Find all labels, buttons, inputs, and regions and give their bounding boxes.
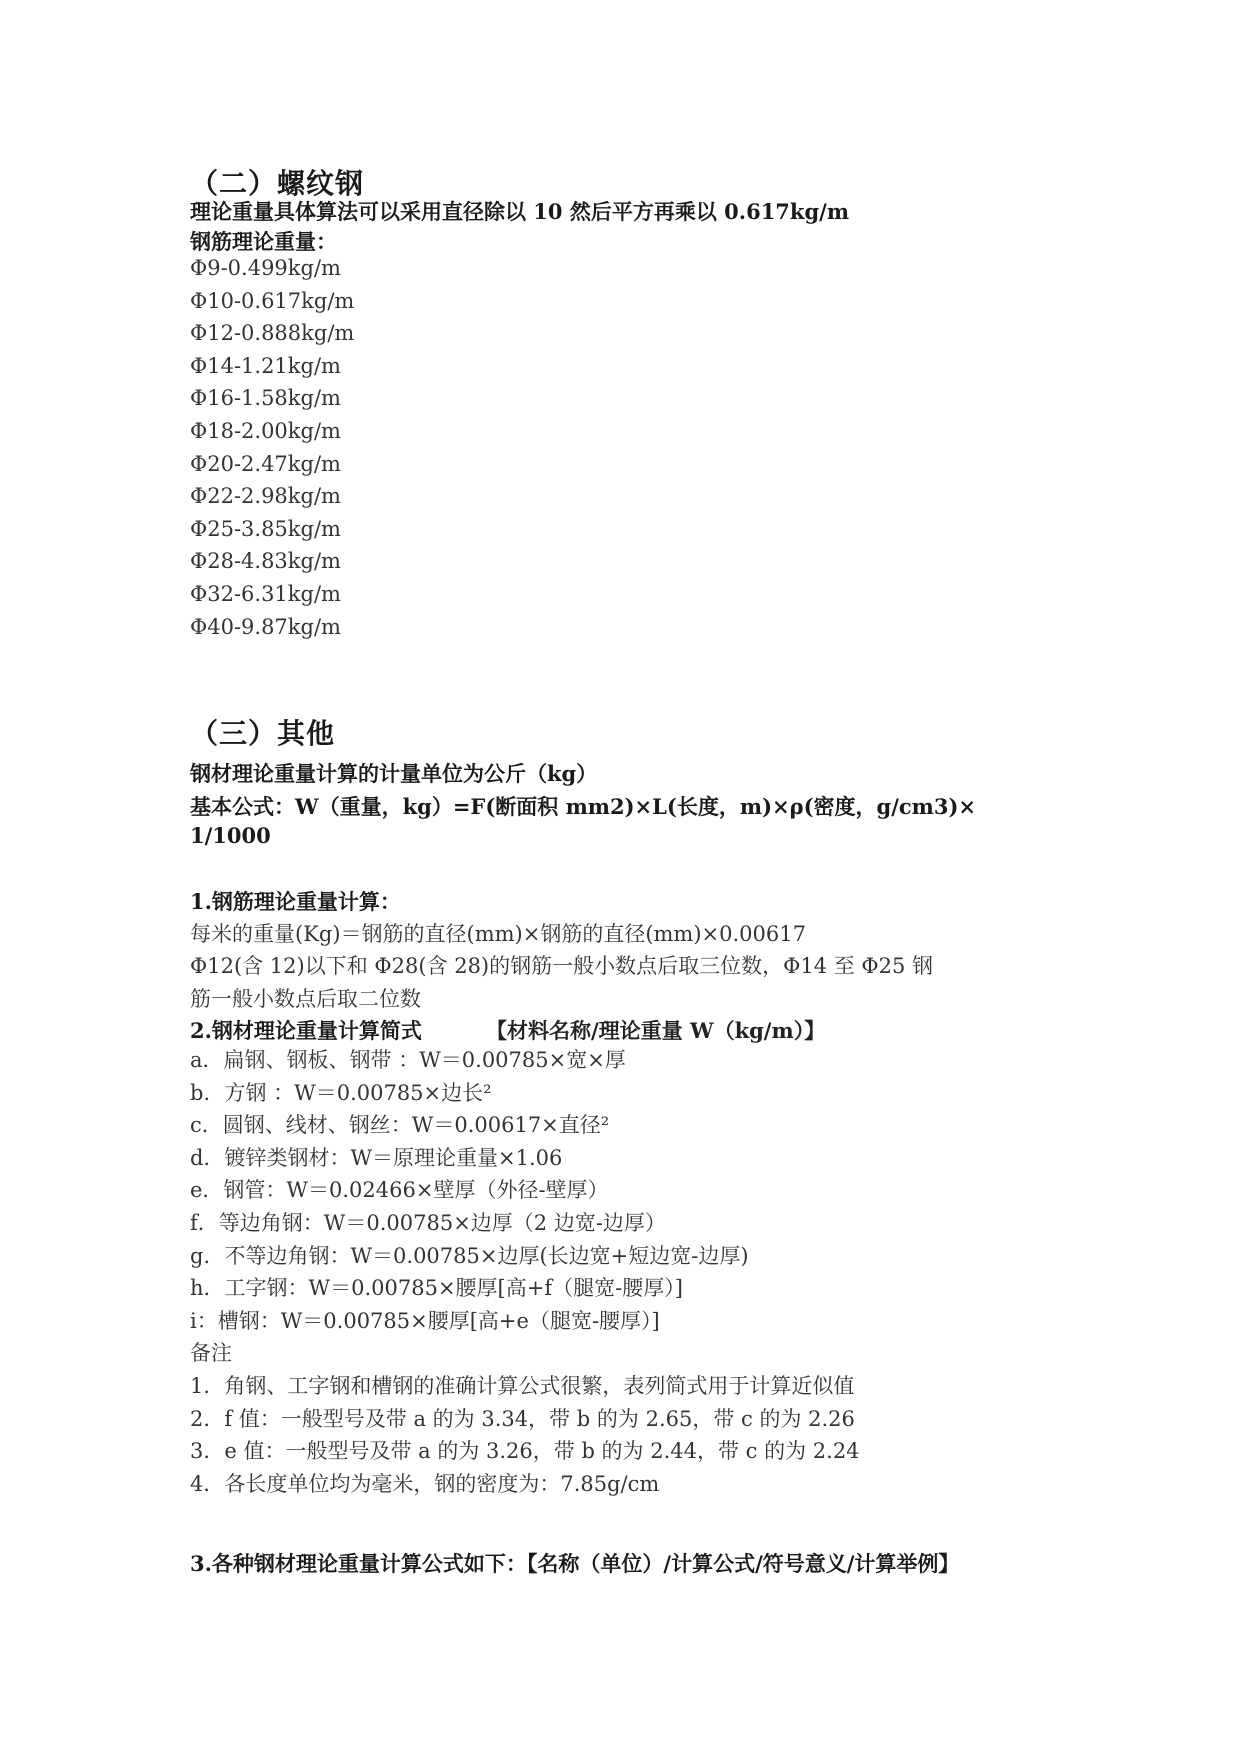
list-item: e．钢管：W＝0.02466×壁厚（外径-壁厚） — [190, 1178, 609, 1203]
list-item: f．等边角钢：W＝0.00785×边厚（2 边宽-边厚） — [190, 1210, 666, 1235]
rebar-formula-intro: 理论重量具体算法可以采用直径除以 10 然后平方再乘以 0.617kg/m — [190, 199, 850, 224]
list-item: Φ12-0.888kg/m — [190, 321, 355, 346]
item2-title: 2.钢材理论重量计算简式 — [190, 1018, 422, 1043]
item1-title: 1.钢筋理论重量计算： — [190, 889, 401, 914]
list-item: h．工字钢：W＝0.00785×腰厚[高+f（腿宽-腰厚）] — [190, 1276, 683, 1301]
unit-line: 钢材理论重量计算的计量单位为公斤（kg） — [190, 761, 598, 786]
list-item: 1．角钢、工字钢和槽钢的准确计算公式很繁，表列简式用于计算近似值 — [190, 1373, 855, 1398]
basic-formula-line2: 1/1000 — [190, 823, 271, 848]
list-item: g．不等边角钢：W＝0.00785×边厚(长边宽+短边宽-边厚) — [190, 1243, 749, 1268]
rebar-weights-list — [190, 252, 354, 643]
list-item: Φ28-4.83kg/m — [190, 549, 341, 574]
list-item: b．方钢 ：W＝0.00785×边长² — [190, 1080, 492, 1105]
section-heading-other: （三）其他 — [190, 717, 336, 750]
list-item: Φ40-9.87kg/m — [190, 614, 341, 639]
list-item: Φ25-3.85kg/m — [190, 516, 341, 541]
item1-line3: 筋一般小数点后取二位数 — [190, 987, 421, 1011]
formula-list — [190, 1044, 860, 1500]
list-item: Φ22-2.98kg/m — [190, 484, 341, 509]
list-item: d．镀锌类钢材：W＝原理论重量×1.06 — [190, 1145, 563, 1170]
list-item: Φ10-0.617kg/m — [190, 288, 355, 313]
list-item: Φ14-1.21kg/m — [190, 353, 341, 378]
item1-line1: 每米的重量(Kg)＝钢筋的直径(mm)×钢筋的直径(mm)×0.00617 — [190, 922, 806, 946]
list-item: 3．e 值：一般型号及带 a 的为 3.26，带 b 的为 2.44，带 c 的为 2.24 — [190, 1439, 860, 1464]
list-item: Φ20-2.47kg/m — [190, 451, 341, 476]
list-item: 2．f 值：一般型号及带 a 的为 3.34，带 b 的为 2.65，带 c 的为 2.26 — [190, 1406, 855, 1431]
list-item: c．圆钢、线材、钢丝：W＝0.00617×直径² — [190, 1113, 610, 1138]
list-item: i：槽钢：W＝0.00785×腰厚[高+e（腿宽-腰厚）] — [190, 1308, 660, 1333]
basic-formula-line1: 基本公式：W（重量，kg）=F(断面积 mm2)×L(长度，m)×ρ(密度，g/cm3)× — [190, 794, 977, 819]
list-item: Φ32-6.31kg/m — [190, 581, 341, 606]
item3-title: 3.各种钢材理论重量计算公式如下：【名称（单位）/计算公式/符号意义/计算举例】 — [190, 1551, 960, 1576]
list-item: a．扁钢、钢板、钢带 ：W＝0.00785×宽×厚 — [190, 1048, 626, 1072]
item1-line2: Φ12(含 12)以下和 Φ28(含 28)的钢筋一般小数点后取三位数，Φ14 至 Φ25 钢 — [190, 954, 934, 978]
list-item: Φ16-1.58kg/m — [190, 386, 341, 411]
list-item: Φ18-2.00kg/m — [190, 418, 341, 443]
item2-bracket: 【材料名称/理论重量 W（kg/m）】 — [486, 1018, 826, 1043]
list-item: 4．各长度单位均为毫米，钢的密度为：7.85g/cm — [190, 1471, 660, 1496]
list-item: Φ9-0.499kg/m — [190, 256, 341, 280]
section-heading-rebar: （二）螺纹钢 — [190, 167, 365, 200]
rebar-weights-title: 钢筋理论重量： — [190, 229, 337, 254]
list-item: 备注 — [190, 1341, 232, 1366]
